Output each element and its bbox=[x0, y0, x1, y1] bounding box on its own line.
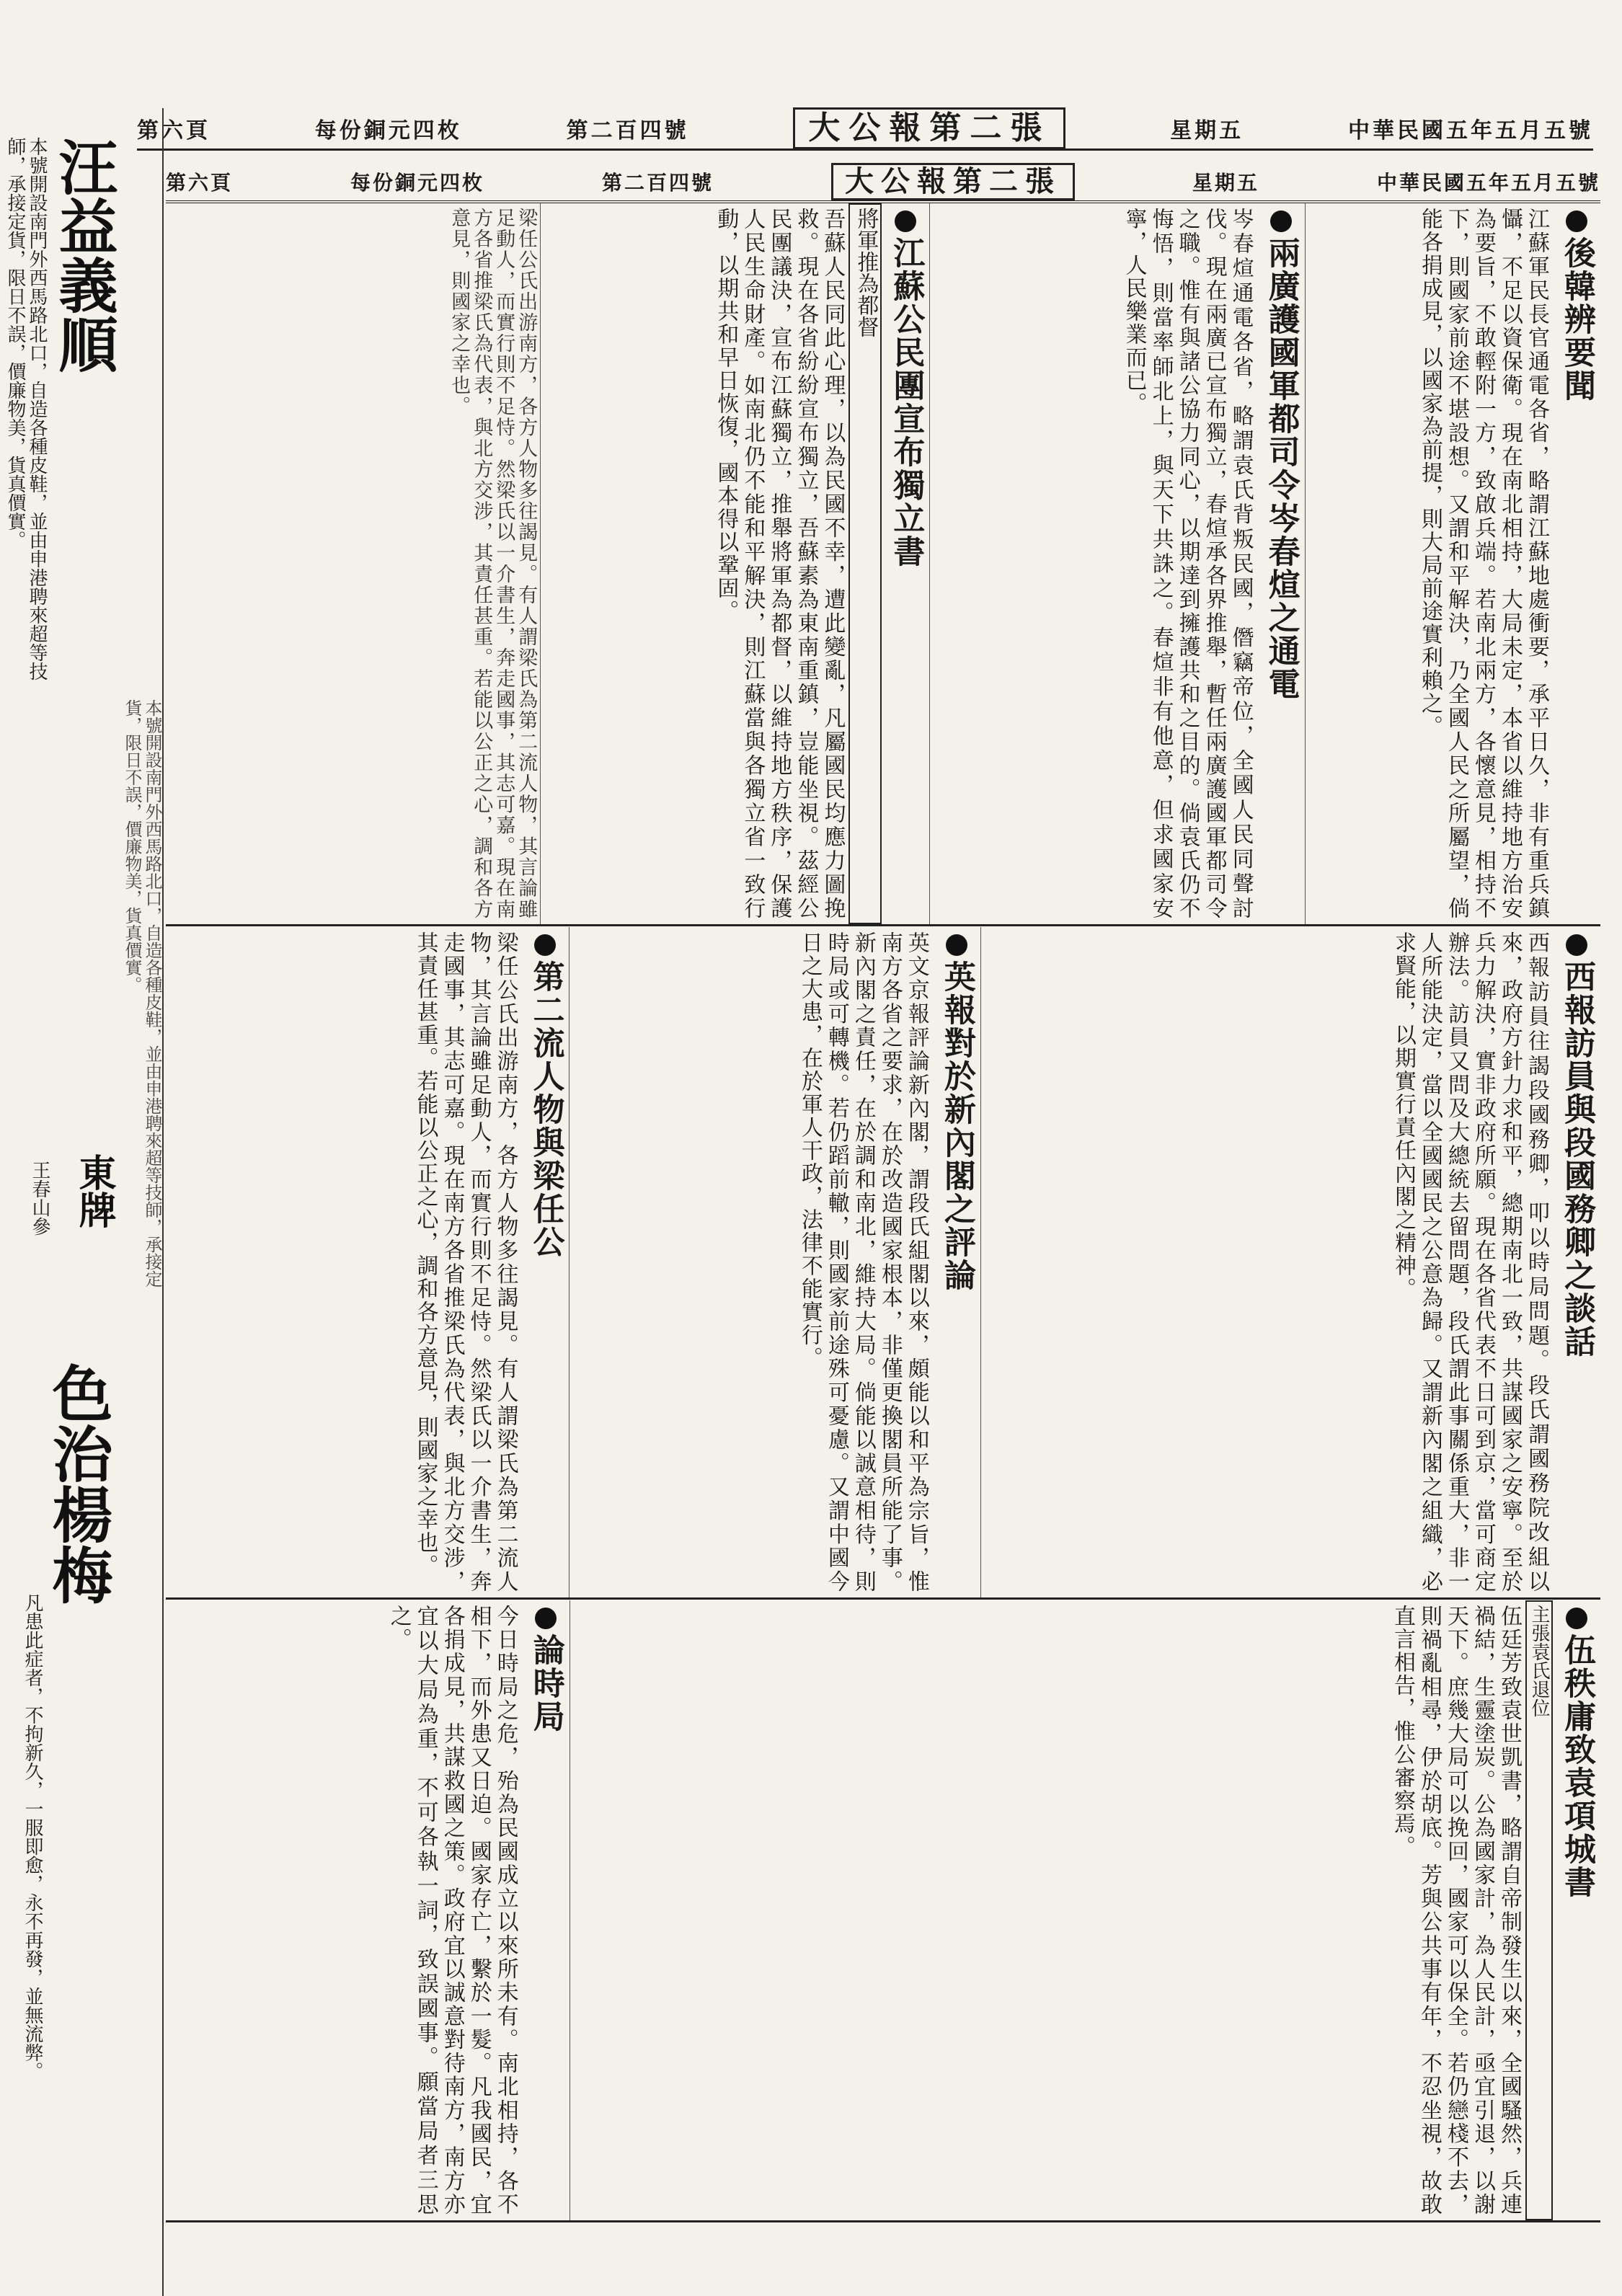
article-s7 bbox=[166, 927, 569, 1597]
ad-brand-sub: 王春山參 bbox=[29, 1161, 50, 1236]
band-1 bbox=[166, 203, 1600, 926]
article-s1 bbox=[1305, 203, 1600, 924]
article-s6-subtitle: 主張袁氏退位 bbox=[1525, 1600, 1553, 2220]
article-s7-title: 第二流人物與梁任公 bbox=[521, 927, 569, 1597]
article-s6-body: 伍廷芳致袁世凱書，略謂自帝制發生以來，全國騷然，兵連禍結，生靈塗炭。公為國家計，為人民計，亟宜引退，以謝天下。庶幾大局可以挽回，國家可以保全。若仍戀棧不去，則禍亂相尋，伊於胡底。芳與公共事有年，不忍坐視，故敢直言相告，惟公審察焉。 bbox=[1390, 1605, 1522, 2216]
article-s6-title: 伍秩庸致袁項城書 bbox=[1553, 1600, 1600, 2220]
ad-medicine-title: 色治楊梅 bbox=[43, 1362, 114, 1605]
bullet-icon bbox=[1270, 210, 1292, 232]
inner-header bbox=[166, 163, 1600, 203]
article-s6 bbox=[570, 1600, 1600, 2220]
article-s4-title: 西報訪員與段國務卿之談話 bbox=[1553, 927, 1600, 1597]
outer-page-number: 第六頁 bbox=[137, 118, 210, 143]
article-s3 bbox=[540, 203, 929, 924]
outer-header bbox=[137, 108, 1593, 151]
inner-weekday: 星期五 bbox=[1192, 171, 1259, 195]
article-s8 bbox=[166, 1600, 570, 2220]
outer-date: 中華民國五年五月五號 bbox=[1347, 118, 1593, 143]
article-s2-body: 岑春煊通電各省，略謂袁氏背叛民國，僭竊帝位，全國人民同聲討伐。現在兩廣已宣布獨立，春煊承各界推舉，暫任兩廣護國軍都司令之職。惟有與諸公協力同心，以期達到擁護共和之目的。倘袁氏仍不悔悟，則當率師北上，與天下共誅之。春煊非有他意，但求國家安寧，人民樂業而已。 bbox=[1121, 208, 1254, 920]
outer-price: 每份銅元四枚 bbox=[314, 118, 462, 143]
article-s2 bbox=[929, 203, 1304, 924]
bullet-icon bbox=[535, 1608, 557, 1629]
article-s5-title: 英報對於新內閣之評論 bbox=[933, 927, 980, 1597]
ad-brand-title: 東牌 bbox=[72, 1153, 116, 1228]
article-s3-title: 江蘇公民團宣布獨立書 bbox=[882, 203, 929, 924]
ad-shoe-shop-title: 汪益義順 bbox=[49, 137, 118, 373]
inner-issue: 第二百四號 bbox=[602, 171, 714, 195]
article-s2-title: 兩廣護國軍都司令岑春煊之通電 bbox=[1257, 203, 1305, 924]
outer-weekday: 星期五 bbox=[1170, 118, 1244, 143]
bullet-icon bbox=[1566, 1608, 1587, 1629]
article-s7-continued bbox=[166, 203, 540, 924]
article-s4-body: 西報訪員往謁段國務卿，叩以時局問題。段氏謂國務院改組以來，政府方針力求和平，總期南北一致，共謀國家之安寧。至於兵力解決，實非政府所願。現在各省代表不日可到京，當可商定辦法。訪員又問及大總統去留問題，段氏謂此事關係重大，非一人所能決定，當以全國國民之公意為歸。又謂新內閣之組織，必求賢能，以期實行責任內閣之精神。 bbox=[1391, 931, 1549, 1593]
article-s1-title: 後韓辨要聞 bbox=[1553, 203, 1600, 924]
article-s5-body: 英文京報評論新內閣，謂段氏組閣以來，頗能以和平為宗旨，惟南方各省之要求，在於改造國家根本，非僅更換閣員所能了事。新內閣之責任，在於調和南北，維持大局。倘能以誠意相待，則時局或可轉機。若仍蹈前轍，則國家前途殊可憂慮。又謂中國今日之大患，在於軍人干政，法律不能實行。 bbox=[797, 931, 929, 1593]
article-s3-body: 吾蘇人民同此心理，以為民國不幸，遭此變亂，凡屬國民均應力圖挽救。現在各省紛紛宣布獨立，吾蘇素為東南重鎮，豈能坐視。茲經公民團議決，宣布江蘇獨立，推舉將軍為都督，以維持地方秩序，保護人民生命財產。如南北仍不能和平解決，則江蘇當與各獨立省一致行動，以期共和早日恢復，國本得以鞏固。 bbox=[713, 208, 846, 920]
outer-masthead: 大公報第二張 bbox=[793, 107, 1065, 149]
band-3 bbox=[166, 1600, 1600, 2222]
bullet-icon bbox=[534, 934, 556, 956]
bullet-icon bbox=[946, 934, 967, 956]
bullet-icon bbox=[1566, 210, 1587, 232]
article-s5 bbox=[569, 927, 980, 1597]
inner-price: 每份銅元四枚 bbox=[350, 171, 485, 195]
article-s4 bbox=[980, 927, 1600, 1597]
band-2 bbox=[166, 927, 1600, 1600]
ad-faded-text-content: 本號開設南門外西馬路北口，自造各種皮鞋，並由申港聘來超等技師，承接定貨，限日不誤，價廉物美，貨真價實。 bbox=[122, 699, 162, 1287]
article-s7-body: 梁任公氏出游南方，各方人物多往謁見。有人謂梁氏為第二流人物，其言論雖足動人，而實行則不足恃。然梁氏以一介書生，奔走國事，其志可嘉。現在南方各省推梁氏為代表，與北方交涉，其責任甚重。若能以公正之心，調和各方意見，則國家之幸也。 bbox=[448, 208, 538, 920]
ad-shoe-shop-text: 本號開設南門外西馬路北口，自造各種皮鞋，並由申港聘來超等技師，承接定貨，限日不誤，價廉物美，貨真價實。 bbox=[4, 137, 48, 681]
article-s3-subtitle: 將軍推為都督 bbox=[848, 203, 882, 924]
article-s7-body-2: 梁任公氏出游南方，各方人物多往謁見。有人謂梁氏為第二流人物，其言論雖足動人，而實行則不足恃。然梁氏以一介書生，奔走國事，其志可嘉。現在南方各省推梁氏為代表，與北方交涉，其責任甚重。若能以公正之心，調和各方意見，則國家之幸也。 bbox=[412, 931, 518, 1593]
outer-issue: 第二百四號 bbox=[566, 118, 689, 143]
article-s8-title: 論時局 bbox=[522, 1600, 570, 2220]
bullet-icon bbox=[895, 210, 916, 232]
article-s8-body: 今日時局之危，殆為民國成立以來所未有。南北相持，各不相下，而外患又日迫。國家存亡，繫於一髮。凡我國民，宜各捐成見，共謀救國之策。政府宜以誠意對待南方，南方亦宜以大局為重，不可各執一詞，致誤國事。願當局者三思之。 bbox=[386, 1605, 518, 2216]
inner-page-number: 第六頁 bbox=[166, 171, 234, 195]
ad-medicine-text: 凡患此症者，不拘新久，一服即愈，永不再發，並無流弊。 bbox=[22, 1593, 43, 2080]
inner-masthead: 大公報第二張 bbox=[831, 163, 1075, 200]
left-advertisement-strip bbox=[0, 108, 164, 2296]
bullet-icon bbox=[1566, 934, 1587, 956]
inner-date: 中華民國五年五月五號 bbox=[1376, 171, 1600, 195]
article-s1-body: 江蘇軍民長官通電各省，略謂江蘇地處衝要，承平日久，非有重兵鎮懾，不足以資保衛。現在南北相持，大局未定，本省以維持地方治安為要旨，不敢輕附一方，致啟兵端。若南北兩方，各懷意見，相持不下，則國家前途不堪設想。又謂和平解決，乃全國人民之所屬望，倘能各捐成見，以國家為前提，則大局前途實利賴之。 bbox=[1417, 208, 1549, 920]
